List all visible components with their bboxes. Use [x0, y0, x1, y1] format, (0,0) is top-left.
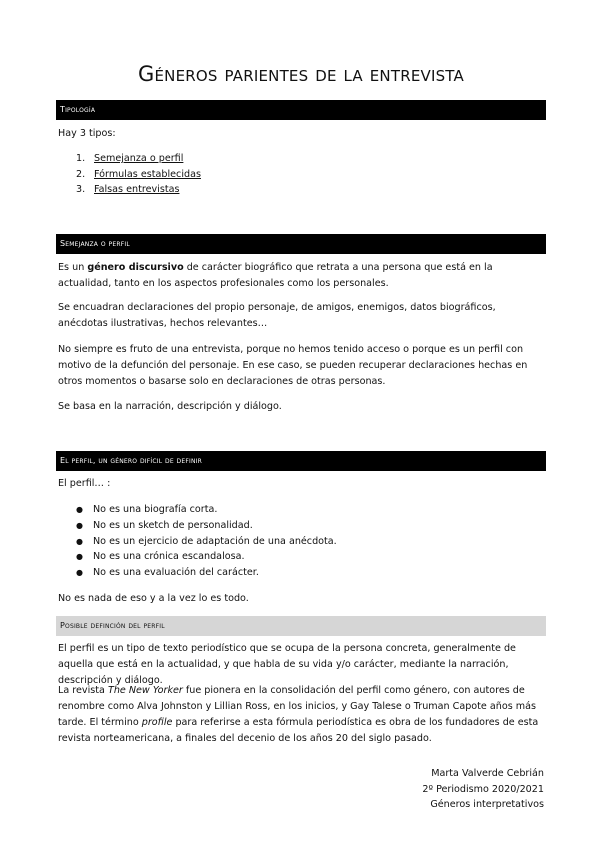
section-header-definicion: Posible definción del perfil: [56, 616, 546, 636]
author-signature: [422, 766, 544, 813]
bullet-icon: ●: [76, 505, 83, 514]
author-course: 2º Periodismo 2020/2021: [422, 783, 544, 795]
page-title: Géneros parientes de la entrevista: [138, 62, 464, 86]
section-header-perfil-dificil: El perfil, un género difícil de definir: [56, 451, 546, 471]
bullet-icon: ●: [76, 520, 83, 530]
definicion-paragraph-1: El perfil es un tipo de texto periodístico que se ocupa de la persona concreta, generalmente de aquella que está en la actualidad, y que habla de su vida y/o carácter, mediante la narración, descripción y diálogo.: [58, 643, 516, 686]
bullet-icon: ●: [76, 536, 83, 546]
semejanza-paragraph-1: Es un género discursivo de carácter biográfico que retrata a una persona que está en la actualidad, tanto en los aspectos profesionales como los personales.: [58, 262, 493, 289]
list-item: ● No es un sketch de personalidad.: [76, 518, 337, 534]
tipologia-intro: Hay 3 tipos:: [58, 128, 116, 139]
tipologia-list: [76, 151, 201, 198]
perfil-intro: El perfil… :: [58, 478, 111, 489]
list-item: 3. Falsas entrevistas: [76, 184, 180, 195]
section-header-semejanza: Semejanza o perfil: [56, 234, 546, 254]
semejanza-paragraph-3: No siempre es fruto de una entrevista, porque no hemos tenido acceso o porque es un perfil con motivo de la defunción del personaje. En ese caso, se pueden recuperar declaraciones hechas en otros momentos o basarse solo en declaraciones de otras personas.: [58, 344, 528, 387]
list-item: ● No es un ejercicio de adaptación de una anécdota.: [76, 534, 337, 550]
list-item: 2. Fórmulas establecidas: [76, 168, 201, 180]
perfil-bullet-list: [76, 502, 337, 581]
list-item: ● No es una crónica escandalosa.: [76, 549, 337, 565]
author-name: Marta Valverde Cebrián: [431, 768, 544, 779]
list-item: 1. Semejanza o perfil: [76, 153, 184, 164]
semejanza-paragraph-2: Se encuadran declaraciones del propio personaje, de amigos, enemigos, datos biográficos, anécdotas ilustrativas, hechos relevantes…: [58, 302, 496, 329]
author-subject: Géneros interpretativos: [430, 799, 544, 810]
list-item: ● No es una evaluación del carácter.: [76, 565, 337, 581]
bullet-icon: ●: [76, 568, 83, 578]
bullet-icon: ●: [76, 552, 83, 562]
perfil-outro: No es nada de eso y a la vez lo es todo.: [58, 593, 249, 604]
definicion-paragraph-2: La revista The New Yorker fue pionera en la consolidación del perfil como género, con autores de renombre como Alva Johnston y Lillian Ross, en los inicios, y Gay Talese o Truman Capote años más tarde. El término profile para referirse a esta fórmula periodística es obra de los fundadores de esta revista norteamericana, a finales del decenio de los años 20 del siglo pasado.: [58, 685, 539, 744]
list-item: ● No es una biografía corta.: [76, 502, 337, 518]
section-header-tipologia: Tipología: [56, 100, 546, 120]
semejanza-paragraph-4: Se basa en la narración, descripción y diálogo.: [58, 401, 282, 412]
